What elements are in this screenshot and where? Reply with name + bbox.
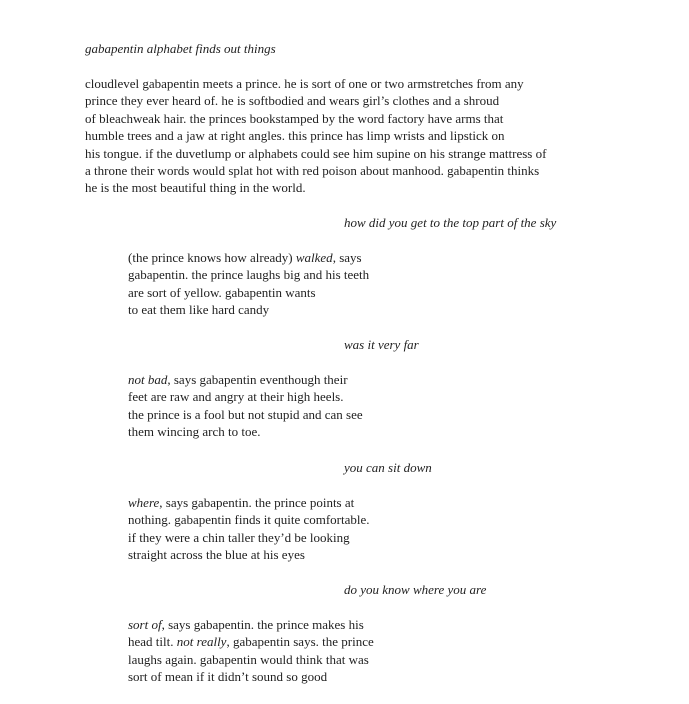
intro-line: humble trees and a jaw at right angles. this prince has limp wrists and lipstick on (85, 128, 505, 144)
gabapentin-stanza-4 (128, 616, 374, 686)
spoken-reply: sort of (128, 617, 162, 632)
stanza-line: straight across the blue at his eyes (128, 547, 305, 563)
spoken-reply: walked (295, 250, 333, 265)
gabapentin-stanza-1 (128, 249, 369, 319)
stanza-line: feet are raw and angry at their high heels. (128, 389, 344, 405)
stanza-text: head tilt. (128, 634, 177, 650)
stanza-text: , says gabapentin eventhough their (167, 372, 348, 387)
stanza-line (128, 494, 370, 511)
stanza-text: , says gabapentin. the prince points at (159, 495, 355, 510)
stanza-line: are sort of yellow. gabapentin wants (128, 284, 316, 300)
spoken-reply: where (128, 495, 160, 510)
poem-title: gabapentin alphabet finds out things (85, 41, 276, 56)
gabapentin-stanza-3 (128, 494, 370, 564)
gabapentin-stanza-2 (128, 371, 363, 441)
spoken-reply: not really (176, 634, 227, 650)
intro-paragraph (85, 75, 546, 197)
stanza-line: gabapentin. the prince laughs big and his teeth (128, 267, 370, 283)
intro-line: prince they ever heard of. he is softbodied and wears girl’s clothes and a shroud (85, 93, 500, 109)
intro-line: cloudlevel gabapentin meets a prince. he is sort of one or two armstretches from any (85, 76, 524, 91)
stanza-line: laughs again. gabapentin would think that was (128, 651, 369, 667)
intro-line: of bleachweak hair. the princes bookstamped by the word factory have arms that (85, 110, 504, 126)
stanza-line: nothing. gabapentin finds it quite comfortable. (128, 512, 370, 528)
intro-line: a throne their words would splat hot with red poison about manhood. gabapentin thinks (85, 163, 540, 179)
intro-line: he is the most beautiful thing in the world. (85, 180, 306, 196)
stanza-text: , says gabapentin. the prince makes his (161, 617, 364, 632)
stanza-line (128, 616, 374, 633)
stanza-line: sort of mean if it didn’t sound so good (128, 669, 328, 685)
stanza-text: , gabapentin says. the prince (226, 634, 374, 650)
prince-question-4: do you know where you are (344, 582, 487, 597)
stanza-line (128, 371, 363, 388)
spoken-reply: not bad (128, 372, 168, 387)
prince-question-3: you can sit down (344, 460, 432, 475)
prince-question-2: was it very far (344, 337, 419, 352)
stanza-line: to eat them like hard candy (128, 302, 270, 318)
stanza-line: the prince is a fool but not stupid and can see (128, 406, 363, 422)
stanza-text: , says (332, 250, 362, 265)
stanza-text: (the prince knows how already) (128, 250, 296, 265)
intro-line: his tongue. if the duvetlump or alphabets could see him supine on his strange mattress of (85, 145, 547, 161)
prince-question-1: how did you get to the top part of the sky (344, 215, 557, 230)
stanza-line (128, 633, 374, 650)
stanza-line: them wincing arch to toe. (128, 424, 261, 440)
stanza-line (128, 249, 369, 266)
stanza-line: if they were a chin taller they’d be looking (128, 529, 350, 545)
